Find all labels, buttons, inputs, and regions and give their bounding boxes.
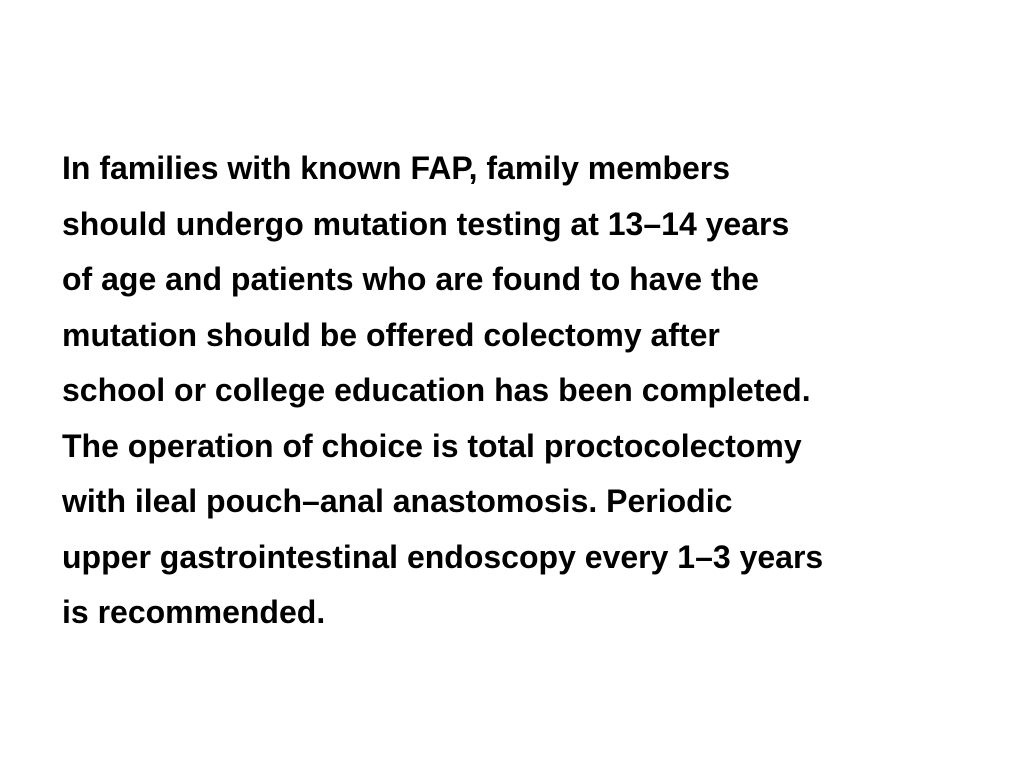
text-line: The operation of choice is total proctocolectomy [62,427,802,464]
text-line: of age and patients who are found to have the [62,261,759,297]
text-line: school or college education has been completed. [62,372,811,408]
body-text [62,141,1012,641]
text-line: In families with known FAP, family members [62,150,731,186]
text-line: should undergo mutation testing at 13–14 years [62,205,790,242]
text-line: is recommended. [62,594,326,630]
text-line: with ileal pouch–anal anastomosis. Periodic [62,483,733,519]
text-line: mutation should be offered colectomy after [62,316,720,353]
text-line: upper gastrointestinal endoscopy every 1–3 years [62,538,824,575]
